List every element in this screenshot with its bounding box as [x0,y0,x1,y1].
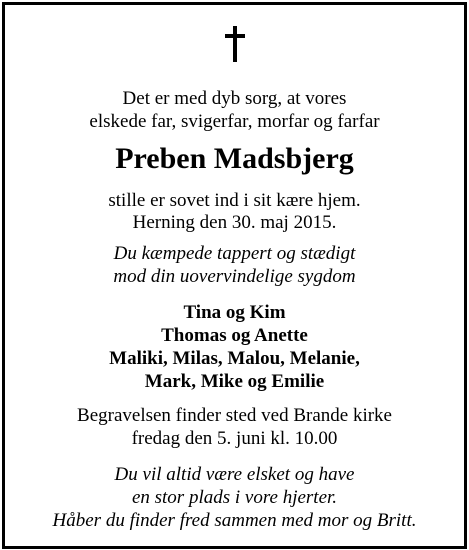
closing-line-1: Du vil altid være elsket og have [114,464,355,485]
intro-line-2: elskede far, svigerfar, morfar og farfar [89,111,380,132]
family-line-3: Maliki, Milas, Malou, Melanie, [109,348,360,369]
family-line-1: Tina og Kim [183,302,286,323]
death-notice-line-1: stille er sovet ind i sit kære hjem. [108,190,361,211]
closing-line-2: en stor plads i vore hjerter. [131,487,338,508]
closing-line-3: Håber du finder fred sammen med mor og Britt. [52,510,417,531]
cross-icon [0,26,469,62]
tribute-line-2: mod din uovervindelige sygdom [113,266,356,287]
death-notice-line-2: Herning den 30. maj 2015. [132,212,337,233]
funeral-line-1: Begravelsen finder sted ved Brande kirke [77,405,392,426]
intro-line-1: Det er med dyb sorg, at vores [122,88,347,109]
deceased-name: Preben Madsbjerg [115,142,354,175]
family-line-2: Thomas og Anette [161,325,308,346]
funeral-line-2: fredag den 5. juni kl. 10.00 [131,428,338,449]
family-line-4: Mark, Mike og Emilie [144,371,325,392]
tribute-line-1: Du kæmpede tappert og stædigt [113,243,356,264]
